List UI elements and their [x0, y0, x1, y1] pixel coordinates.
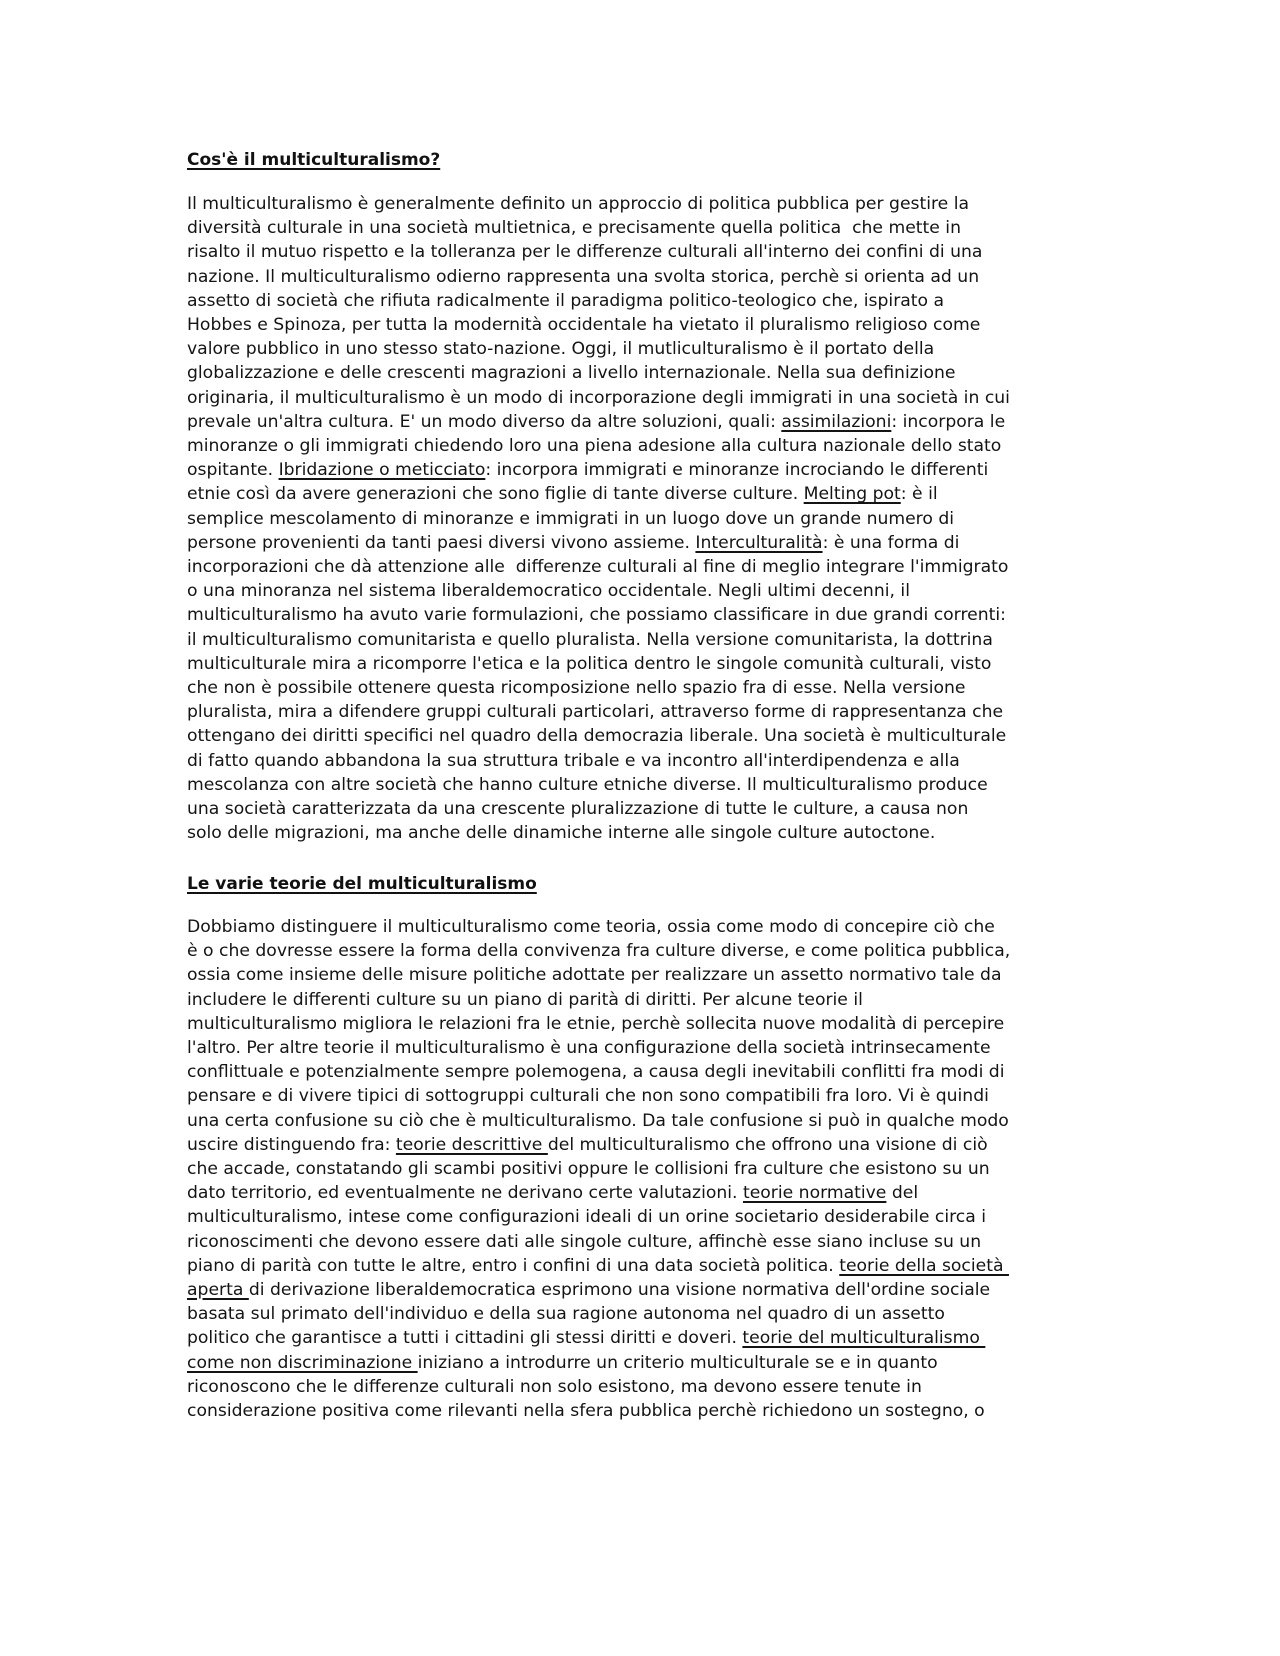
text-line — [187, 990, 863, 1010]
section-heading-2: Le varie teorie del multiculturalismo — [187, 874, 537, 894]
text-run: del multiculturalismo che offrono una visione di ciò — [547, 1134, 988, 1155]
text-run: : è una forma di — [822, 532, 960, 553]
underlined-term: assimilazioni — [781, 411, 892, 432]
text-run: dato territorio, ed eventualmente ne derivano certe valutazioni. — [187, 1183, 743, 1204]
text-line — [187, 799, 968, 819]
text-line — [187, 291, 944, 311]
text-run: una certa confusione su ciò che è multiculturalismo. Da tale confusione si può in qualche modo — [187, 1110, 1009, 1131]
text-line — [187, 1377, 922, 1397]
underlined-term: teorie normative — [742, 1183, 887, 1204]
text-line — [187, 1353, 938, 1373]
text-run: ossia come insieme delle misure politiche adottate per realizzare un assetto normativo tale da — [187, 965, 1002, 986]
text-line — [187, 654, 991, 674]
text-line — [187, 678, 966, 698]
text-line — [187, 702, 1003, 722]
text-run: politico che garantisce a tutti i cittadini gli stessi diritti e doveri. — [187, 1328, 743, 1349]
text-run: originaria, il multiculturalismo è un modo di incorporazione degli immigrati in una società in cui — [187, 387, 1010, 408]
text-line — [187, 1086, 989, 1106]
text-line — [187, 1111, 1009, 1131]
underlined-term: aperta — [187, 1280, 249, 1300]
text-run: o una minoranza nel sistema liberaldemocratico occidentale. Negli ultimi decenni, il — [187, 581, 910, 602]
underlined-term: teorie del multiculturalismo — [742, 1328, 986, 1349]
text-line — [187, 388, 1010, 408]
text-line — [187, 194, 969, 214]
text-run: conflittuale e potenzialmente sempre polemogena, a causa degli inevitabili conflitti fra modi di — [187, 1062, 1005, 1083]
text-run: persone provenienti da tanti paesi diversi vivono assieme. — [187, 532, 696, 553]
text-line — [187, 630, 993, 650]
text-run: includere le differenti culture su un piano di parità di diritti. Per alcune teorie il — [187, 989, 863, 1010]
text-line — [187, 1256, 1009, 1276]
text-run: è o che dovresse essere la forma della convivenza fra culture diverse, e come politica pubblica, — [187, 941, 1011, 962]
text-run: Hobbes e Spinoza, per tutta la modernità occidentale ha vietato il pluralismo religioso come — [187, 315, 981, 335]
text-run: ottengano dei diritti specifici nel quadro della democrazia liberale. Una società è multiculturale — [187, 726, 1007, 747]
text-run: semplice mescolamento di minoranze e immigrati in un luogo dove un grande numero di — [187, 508, 955, 529]
text-run: minoranze o gli immigrati chiedendo loro una piena adesione alla cultura nazionale dello stato — [187, 436, 1002, 456]
text-line — [187, 1328, 985, 1348]
text-run: etnie così da avere generazioni che sono figlie di tante diverse culture. — [187, 484, 804, 505]
text-line — [187, 339, 934, 359]
text-line — [187, 412, 1005, 432]
text-line — [187, 605, 1006, 625]
text-run: valore pubblico in uno stesso stato-nazione. Oggi, il mutliculturalismo è il portato della — [187, 339, 935, 360]
text-line — [187, 1135, 988, 1155]
text-line — [187, 581, 910, 601]
text-run: iniziano a introdurre un criterio multiculturale se e in quanto — [417, 1352, 938, 1373]
text-run: multiculturalismo migliora le relazioni fra le etnie, perchè sollecita nuove modalità di percepire — [187, 1013, 1005, 1034]
text-line — [187, 775, 988, 795]
underlined-term: teorie della società — [839, 1255, 1009, 1276]
text-run: di derivazione liberaldemocratica esprimono una visione normativa dell'ordine sociale — [248, 1280, 991, 1300]
text-line — [187, 509, 954, 529]
text-line — [187, 1183, 918, 1203]
text-line — [187, 1304, 945, 1324]
text-line — [187, 436, 1001, 456]
text-line — [187, 267, 979, 287]
text-line — [187, 1014, 1004, 1034]
text-run: globalizzazione e delle crescenti magrazioni a livello internazionale. Nella sua definizione — [187, 363, 956, 384]
text-line — [187, 557, 1008, 577]
text-line — [187, 1062, 1005, 1082]
text-run: pluralista, mira a difendere gruppi culturali particolari, attraverso forme di rappresentanza che — [187, 702, 1004, 723]
text-run: che non è possibile ottenere questa ricomposizione nello spazio fra di esse. Nella versione — [187, 678, 966, 698]
text-line — [187, 823, 935, 843]
underlined-term: Melting pot — [803, 484, 901, 505]
text-run: : incorpora immigrati e minoranze incrociando le differenti — [485, 460, 989, 481]
text-run: di fatto quando abbandona la sua struttura tribale e va incontro all'interdipendenza e alla — [187, 750, 960, 771]
text-run: ospitante. — [187, 460, 279, 481]
text-run: riconoscimenti che devono essere dati alle singole culture, affinchè esse siano incluse su un — [187, 1231, 982, 1252]
text-run: risalto il mutuo rispetto e la tolleranza per le differenze culturali all'interno dei confini di una — [187, 242, 983, 263]
text-line — [187, 315, 980, 335]
text-run: diversità culturale in una società multietnica, e precisamente quella politica che mette in — [187, 218, 961, 239]
text-run: del — [886, 1183, 919, 1204]
text-run: riconoscono che le differenze culturali non solo esistono, ma devono essere tenute in — [187, 1376, 922, 1397]
text-run: mescolanza con altre società che hanno culture etniche diverse. Il multiculturalismo produce — [187, 774, 988, 795]
text-line — [187, 1207, 986, 1227]
text-line — [187, 965, 1002, 985]
text-run: assetto di società che rifiuta radicalmente il paradigma politico-teologico che, ispirato a — [187, 290, 945, 311]
text-line — [187, 941, 1010, 961]
text-run: uscire distinguendo fra: — [187, 1134, 396, 1155]
text-line — [187, 751, 960, 771]
text-run: incorporazioni che dà attenzione alle differenze culturali al fine di meglio integrare l'immigrato — [187, 557, 1009, 577]
section-heading-1: Cos'è il multiculturalismo? — [187, 150, 441, 170]
underlined-term: Ibridazione o meticciato — [278, 460, 486, 481]
text-line — [187, 1401, 985, 1421]
text-run: Il multiculturalismo è generalmente definito un approccio di politica pubblica per gestire la — [187, 194, 970, 214]
text-run: : è il — [900, 484, 938, 505]
text-run: considerazione positiva come rilevanti nella sfera pubblica perchè richiedono un sostegno, o — [187, 1401, 985, 1421]
text-run: Dobbiamo distinguere il multiculturalismo come teoria, ossia come modo di concepire ciò che — [187, 917, 995, 937]
text-run: una società caratterizzata da una crescente pluralizzazione di tutte le culture, a causa non — [187, 799, 969, 819]
text-run: l'altro. Per altre teorie il multiculturalismo è una configurazione della società intrinsecamente — [187, 1038, 991, 1058]
text-run: che accade, constatando gli scambi positivi oppure le collisioni fra culture che esistono su un — [187, 1159, 990, 1179]
text-line — [187, 917, 995, 937]
text-run: : incorpora le — [891, 411, 1006, 432]
text-run: multiculturalismo ha avuto varie formulazioni, che possiamo classificare in due grandi correnti: — [187, 605, 1006, 626]
text-line — [187, 1280, 990, 1300]
underlined-term: Interculturalità — [695, 532, 823, 553]
text-line — [187, 218, 961, 238]
text-line — [187, 1232, 981, 1252]
text-run: multiculturale mira a ricomporre l'etica e la politica dentro le singole comunità culturali, visto — [187, 653, 992, 674]
text-run: basata sul primato dell'individuo e della sua ragione autonoma nel quadro di un assetto — [187, 1304, 945, 1325]
text-run: il multiculturalismo comunitarista e quello pluralista. Nella versione comunitarista, la dottrina — [187, 629, 993, 650]
text-run: nazione. Il multiculturalismo odierno rappresenta una svolta storica, perchè si orienta ad un — [187, 266, 980, 287]
underlined-term: teorie descrittive — [395, 1134, 548, 1155]
text-run: multiculturalismo, intese come configurazioni ideali di un orine societario desiderabile circa i — [187, 1207, 987, 1228]
text-run: piano di parità con tutte le altre, entro i confini di una data società politica. — [187, 1255, 840, 1276]
text-run: prevale un'altra cultura. E' un modo diverso da altre soluzioni, quali: — [187, 411, 782, 432]
text-line — [187, 1038, 991, 1058]
text-line — [187, 484, 938, 504]
text-line — [187, 242, 982, 262]
text-line — [187, 460, 988, 480]
text-run: solo delle migrazioni, ma anche delle dinamiche interne alle singole culture autoctone. — [187, 823, 936, 844]
text-run: pensare e di vivere tipici di sottogruppi culturali che non sono compatibili fra loro. Vi è quindi — [187, 1086, 989, 1107]
text-line — [187, 533, 959, 553]
text-line — [187, 363, 956, 383]
underlined-term: come non discriminazione — [187, 1352, 418, 1373]
text-line — [187, 1159, 990, 1179]
text-line — [187, 726, 1006, 746]
